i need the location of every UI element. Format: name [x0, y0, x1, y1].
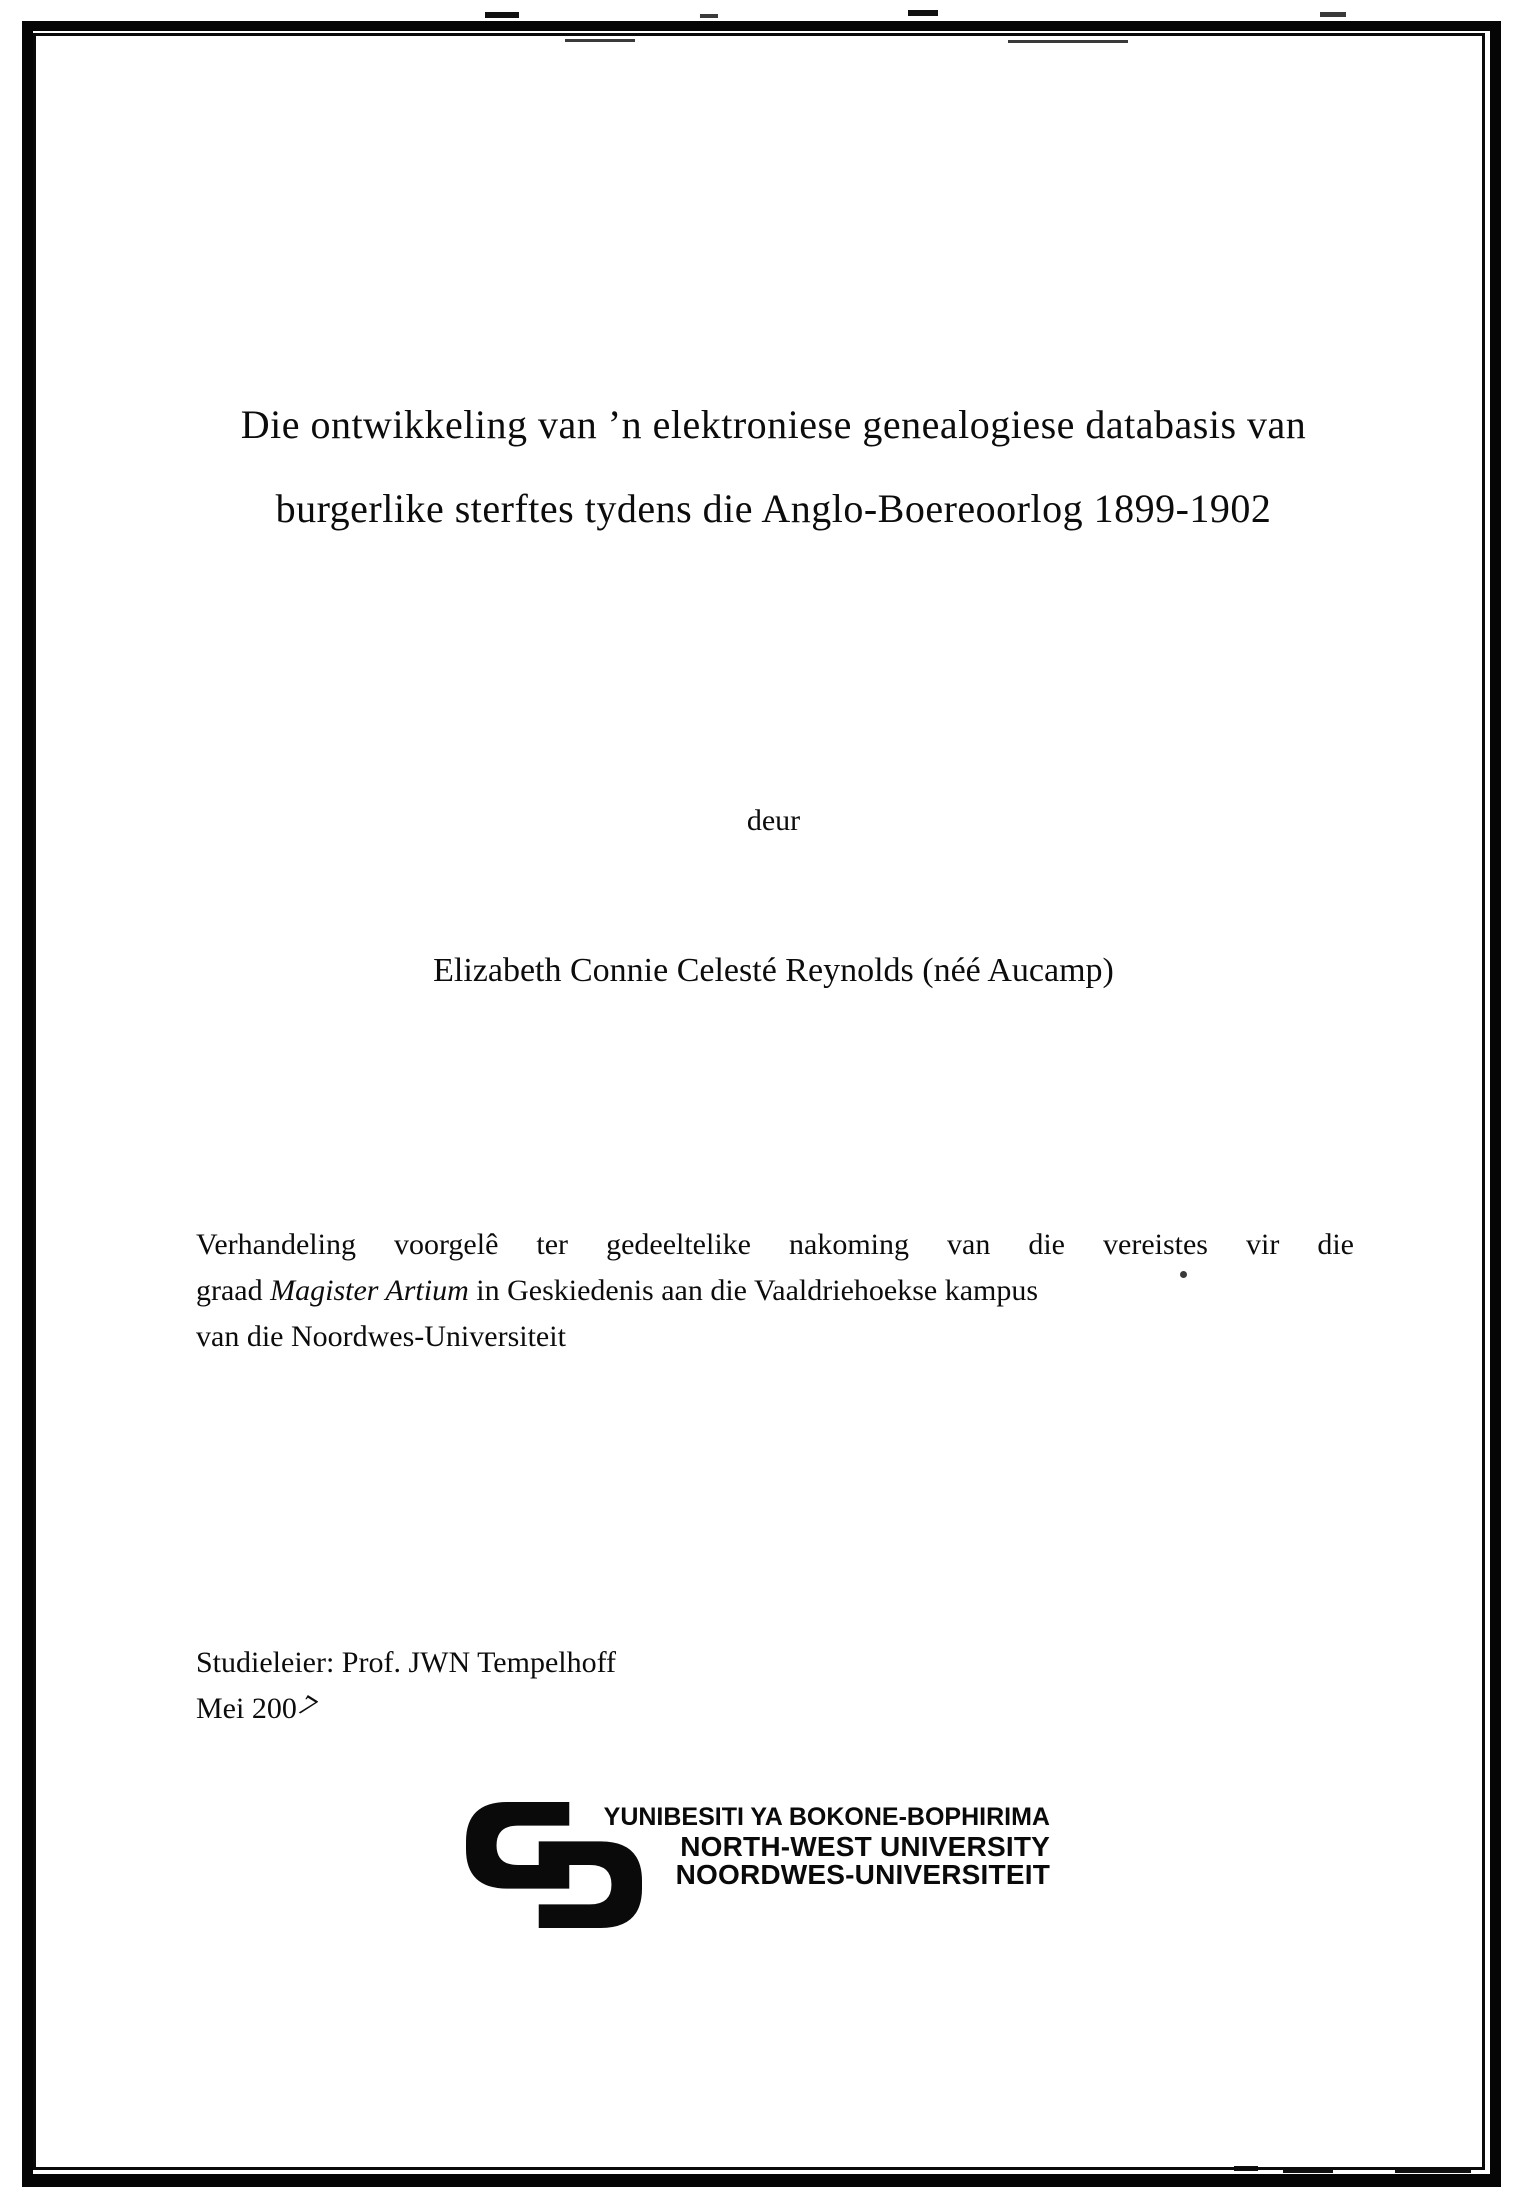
degree-statement-line-2-suffix: in Geskiedenis aan die Vaaldriehoekse kampus	[468, 1274, 1039, 1307]
date-prefix: Mei 200	[196, 1692, 297, 1725]
scan-speck	[485, 12, 519, 18]
logo-text-setswana: YUNIBESITI YA BOKONE-BOPHIRIMA	[603, 1803, 1050, 1831]
degree-statement	[196, 1222, 1354, 1360]
supervisor-block	[196, 1640, 616, 1732]
university-logo-text	[577, 1801, 1050, 1889]
degree-statement-line-3: van die Noordwes-Universiteit	[196, 1320, 566, 1353]
scan-speck	[700, 14, 718, 18]
date-line	[196, 1686, 616, 1732]
scan-speck	[908, 10, 938, 16]
degree-statement-line-2-prefix: graad	[196, 1274, 271, 1307]
scan-speck	[1320, 12, 1346, 17]
degree-name-italic: Magister Artium	[270, 1274, 469, 1307]
supervisor-line: Studieleier: Prof. JWN Tempelhoff	[196, 1646, 617, 1679]
byline-label: deur	[746, 804, 801, 837]
thesis-title	[60, 383, 1487, 551]
author-name: Elizabeth Connie Celesté Reynolds (néé Aucamp)	[433, 952, 1114, 989]
logo-text-afrikaans: NOORDWES-UNIVERSITEIT	[675, 1859, 1050, 1890]
title-line-2: burgerlike sterftes tydens die Anglo-Boereoorlog 1899-1902	[275, 486, 1272, 531]
logo-text-english: NORTH-WEST UNIVERSITY	[680, 1831, 1050, 1862]
title-line-1: Die ontwikkeling van ’n elektroniese genealogiese databasis van	[240, 402, 1307, 447]
date-last-digit: 7	[291, 1688, 323, 1725]
degree-statement-line-2	[196, 1268, 1354, 1314]
degree-statement-line-1: Verhandeling voorgelê ter gedeeltelike nakoming van die vereistes vir die	[196, 1228, 1354, 1261]
